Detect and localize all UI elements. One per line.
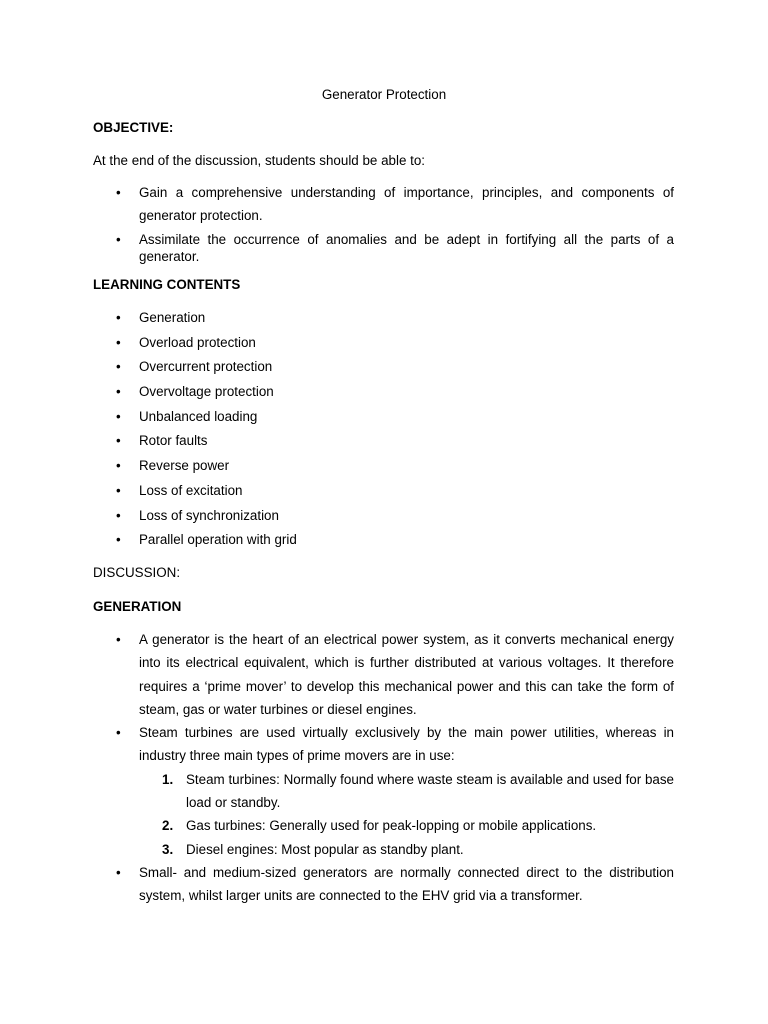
list-item bbox=[93, 228, 674, 265]
bullet-icon: • bbox=[116, 232, 121, 247]
bullet-icon: • bbox=[116, 185, 121, 200]
list-item bbox=[93, 861, 674, 908]
bullet-icon: • bbox=[116, 359, 121, 375]
list-item bbox=[93, 507, 674, 532]
bullet-icon: • bbox=[116, 507, 121, 523]
list-item bbox=[139, 768, 674, 815]
list-item-label: Parallel operation with grid bbox=[139, 532, 297, 548]
prime-mover-text: Steam turbines: Normally found where waste steam is available and used for base load or standby. bbox=[186, 771, 674, 811]
list-item-label: Loss of excitation bbox=[139, 482, 243, 498]
list-item-label: Rotor faults bbox=[139, 433, 208, 449]
objective-heading: OBJECTIVE: bbox=[93, 120, 174, 135]
page-title: Generator Protection bbox=[321, 87, 447, 102]
list-item-label: Overcurrent protection bbox=[139, 359, 273, 375]
generation-list bbox=[93, 628, 674, 908]
list-item bbox=[93, 358, 674, 383]
list-item bbox=[93, 721, 674, 861]
list-item bbox=[93, 457, 674, 482]
generation-point: A generator is the heart of an electrical power system, as it converts mechanical energy into its electrical equivalent, which is further distributed at various voltages. It therefore requires a ‘prime mover’ to develop this mechanical power and this can take the form of steam, gas or water turbines or diesel engines. bbox=[139, 632, 674, 717]
prime-mover-text: Diesel engines: Most popular as standby plant. bbox=[186, 841, 464, 857]
list-item bbox=[93, 408, 674, 433]
bullet-icon: • bbox=[116, 310, 121, 325]
list-item bbox=[93, 334, 674, 359]
generation-point: Steam turbines are used virtually exclusively by the main power utilities, whereas in industry three main types of prime movers are in use: bbox=[139, 725, 674, 764]
list-item-label: Generation bbox=[139, 310, 206, 325]
bullet-icon: • bbox=[116, 334, 121, 350]
objective-text: Gain a comprehensive understanding of importance, principles, and components of generator protection. bbox=[139, 185, 674, 223]
bullet-icon: • bbox=[116, 725, 121, 741]
list-item bbox=[93, 309, 674, 334]
list-item bbox=[93, 531, 674, 556]
list-item bbox=[93, 181, 674, 227]
list-item-label: Overload protection bbox=[139, 334, 256, 350]
prime-mover-text: Gas turbines: Generally used for peak-lopping or mobile applications. bbox=[186, 818, 597, 834]
learning-contents-list bbox=[93, 309, 674, 556]
objective-intro: At the end of the discussion, students should be able to: bbox=[93, 153, 426, 168]
list-number: 3. bbox=[162, 841, 174, 857]
list-item bbox=[139, 814, 674, 837]
list-item-label: Reverse power bbox=[139, 458, 230, 474]
list-item bbox=[93, 482, 674, 507]
bullet-icon: • bbox=[116, 384, 121, 400]
list-item bbox=[93, 432, 674, 457]
list-item bbox=[93, 628, 674, 721]
discussion-label: DISCUSSION: bbox=[93, 565, 181, 580]
learning-contents-heading: LEARNING CONTENTS bbox=[93, 277, 241, 292]
list-item-label: Overvoltage protection bbox=[139, 384, 274, 400]
bullet-icon: • bbox=[116, 532, 121, 548]
bullet-icon: • bbox=[116, 864, 121, 880]
list-number: 1. bbox=[162, 771, 174, 787]
bullet-icon: • bbox=[116, 482, 121, 498]
bullet-icon: • bbox=[116, 433, 121, 449]
list-item bbox=[139, 838, 674, 861]
generation-point: Small- and medium-sized generators are normally connected direct to the distribution system, whilst larger units are connected to the EHV grid via a transformer. bbox=[139, 864, 674, 904]
prime-mover-list bbox=[139, 768, 674, 861]
objective-list bbox=[93, 181, 674, 265]
bullet-icon: • bbox=[116, 458, 121, 474]
list-number: 2. bbox=[162, 818, 174, 834]
list-item bbox=[93, 383, 674, 408]
list-item-label: Loss of synchronization bbox=[139, 507, 279, 523]
bullet-icon: • bbox=[116, 408, 121, 424]
list-item-label: Unbalanced loading bbox=[139, 408, 258, 424]
objective-text: Assimilate the occurrence of anomalies and be adept in fortifying all the parts of a generator. bbox=[139, 232, 674, 264]
generation-heading: GENERATION bbox=[93, 599, 182, 614]
bullet-icon: • bbox=[116, 632, 121, 647]
